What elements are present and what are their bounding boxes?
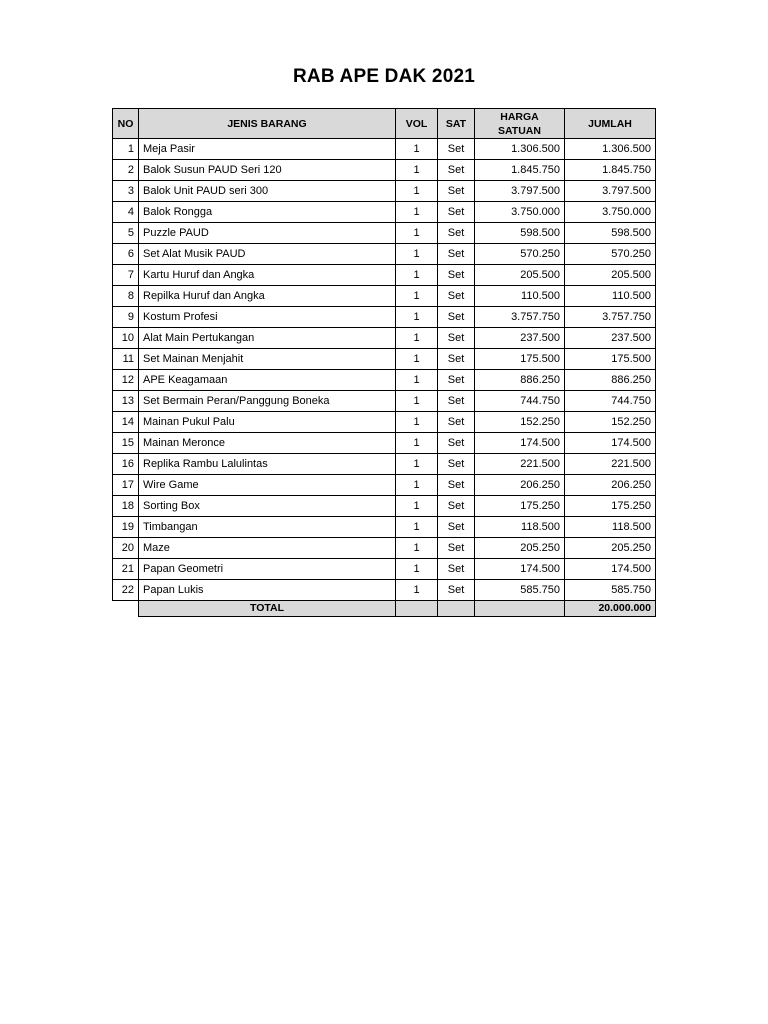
cell-harga-satuan: 744.750 (475, 391, 565, 412)
cell-jumlah: 1.306.500 (565, 139, 656, 160)
cell-harga-satuan: 570.250 (475, 244, 565, 265)
cell-vol: 1 (396, 496, 438, 517)
cell-jenis-barang: Meja Pasir (139, 139, 396, 160)
table-row (113, 538, 656, 559)
cell-no: 7 (113, 265, 139, 286)
cell-sat: Set (438, 496, 475, 517)
header-sat: SAT (438, 109, 475, 139)
table-row (113, 391, 656, 412)
table-row (113, 517, 656, 538)
table-row (113, 580, 656, 601)
table-row (113, 244, 656, 265)
cell-vol: 1 (396, 517, 438, 538)
cell-sat: Set (438, 559, 475, 580)
table-row (113, 496, 656, 517)
cell-jenis-barang: Kartu Huruf dan Angka (139, 265, 396, 286)
cell-no: 18 (113, 496, 139, 517)
cell-vol: 1 (396, 475, 438, 496)
budget-table (112, 108, 656, 617)
cell-no: 22 (113, 580, 139, 601)
cell-jumlah: 237.500 (565, 328, 656, 349)
cell-vol: 1 (396, 580, 438, 601)
cell-harga-satuan: 221.500 (475, 454, 565, 475)
cell-no: 13 (113, 391, 139, 412)
cell-jumlah: 205.500 (565, 265, 656, 286)
cell-jumlah: 152.250 (565, 412, 656, 433)
total-blank-no (113, 601, 139, 617)
header-no: NO (113, 109, 139, 139)
cell-sat: Set (438, 349, 475, 370)
cell-sat: Set (438, 433, 475, 454)
cell-sat: Set (438, 412, 475, 433)
table-row (113, 412, 656, 433)
cell-vol: 1 (396, 454, 438, 475)
cell-vol: 1 (396, 223, 438, 244)
cell-harga-satuan: 205.250 (475, 538, 565, 559)
header-vol: VOL (396, 109, 438, 139)
cell-jumlah: 3.797.500 (565, 181, 656, 202)
cell-no: 6 (113, 244, 139, 265)
header-jenis-barang: JENIS BARANG (139, 109, 396, 139)
cell-jumlah: 118.500 (565, 517, 656, 538)
cell-vol: 1 (396, 559, 438, 580)
table-row (113, 328, 656, 349)
page-title: RAB APE DAK 2021 (293, 66, 475, 87)
cell-harga-satuan: 174.500 (475, 433, 565, 454)
cell-harga-satuan: 175.500 (475, 349, 565, 370)
total-value: 20.000.000 (565, 601, 656, 617)
cell-jumlah: 585.750 (565, 580, 656, 601)
total-label: TOTAL (139, 601, 396, 617)
cell-vol: 1 (396, 202, 438, 223)
cell-jumlah: 205.250 (565, 538, 656, 559)
cell-harga-satuan: 3.750.000 (475, 202, 565, 223)
cell-jenis-barang: Puzzle PAUD (139, 223, 396, 244)
cell-jenis-barang: Balok Unit PAUD seri 300 (139, 181, 396, 202)
cell-sat: Set (438, 181, 475, 202)
cell-sat: Set (438, 244, 475, 265)
cell-sat: Set (438, 328, 475, 349)
cell-jenis-barang: Timbangan (139, 517, 396, 538)
cell-sat: Set (438, 538, 475, 559)
cell-harga-satuan: 152.250 (475, 412, 565, 433)
cell-harga-satuan: 110.500 (475, 286, 565, 307)
table-row (113, 307, 656, 328)
cell-no: 11 (113, 349, 139, 370)
cell-harga-satuan: 598.500 (475, 223, 565, 244)
cell-vol: 1 (396, 433, 438, 454)
cell-no: 8 (113, 286, 139, 307)
cell-jenis-barang: Wire Game (139, 475, 396, 496)
cell-sat: Set (438, 307, 475, 328)
cell-jenis-barang: Set Mainan Menjahit (139, 349, 396, 370)
cell-no: 15 (113, 433, 139, 454)
cell-no: 2 (113, 160, 139, 181)
cell-vol: 1 (396, 307, 438, 328)
cell-no: 1 (113, 139, 139, 160)
cell-sat: Set (438, 370, 475, 391)
header-harga-satuan (475, 109, 565, 139)
cell-vol: 1 (396, 349, 438, 370)
cell-jumlah: 570.250 (565, 244, 656, 265)
table-row (113, 433, 656, 454)
cell-jumlah: 174.500 (565, 433, 656, 454)
cell-jenis-barang: Balok Rongga (139, 202, 396, 223)
cell-jumlah: 175.250 (565, 496, 656, 517)
cell-harga-satuan: 206.250 (475, 475, 565, 496)
cell-jenis-barang: Replika Rambu Lalulintas (139, 454, 396, 475)
cell-harga-satuan: 585.750 (475, 580, 565, 601)
cell-harga-satuan: 3.797.500 (475, 181, 565, 202)
table-row (113, 181, 656, 202)
table-row (113, 370, 656, 391)
cell-jenis-barang: Mainan Pukul Palu (139, 412, 396, 433)
cell-vol: 1 (396, 286, 438, 307)
cell-sat: Set (438, 517, 475, 538)
header-harga-line2: SATUAN (498, 124, 541, 137)
cell-jenis-barang: Set Alat Musik PAUD (139, 244, 396, 265)
cell-jenis-barang: Repilka Huruf dan Angka (139, 286, 396, 307)
cell-jenis-barang: Alat Main Pertukangan (139, 328, 396, 349)
cell-sat: Set (438, 160, 475, 181)
cell-sat: Set (438, 580, 475, 601)
cell-vol: 1 (396, 139, 438, 160)
table-row (113, 139, 656, 160)
cell-harga-satuan: 3.757.750 (475, 307, 565, 328)
table-row (113, 202, 656, 223)
cell-jumlah: 175.500 (565, 349, 656, 370)
table-row (113, 160, 656, 181)
cell-sat: Set (438, 286, 475, 307)
cell-jenis-barang: Mainan Meronce (139, 433, 396, 454)
cell-no: 4 (113, 202, 139, 223)
cell-jumlah: 598.500 (565, 223, 656, 244)
cell-jenis-barang: Kostum Profesi (139, 307, 396, 328)
cell-no: 5 (113, 223, 139, 244)
cell-harga-satuan: 174.500 (475, 559, 565, 580)
table-row (113, 286, 656, 307)
cell-vol: 1 (396, 370, 438, 391)
cell-no: 17 (113, 475, 139, 496)
cell-no: 12 (113, 370, 139, 391)
cell-jenis-barang: Balok Susun PAUD Seri 120 (139, 160, 396, 181)
table-row (113, 454, 656, 475)
cell-sat: Set (438, 223, 475, 244)
cell-harga-satuan: 205.500 (475, 265, 565, 286)
cell-jumlah: 886.250 (565, 370, 656, 391)
cell-sat: Set (438, 139, 475, 160)
cell-jenis-barang: Papan Geometri (139, 559, 396, 580)
cell-jumlah: 206.250 (565, 475, 656, 496)
cell-harga-satuan: 118.500 (475, 517, 565, 538)
cell-harga-satuan: 175.250 (475, 496, 565, 517)
cell-vol: 1 (396, 538, 438, 559)
cell-vol: 1 (396, 160, 438, 181)
cell-no: 16 (113, 454, 139, 475)
cell-vol: 1 (396, 391, 438, 412)
cell-vol: 1 (396, 412, 438, 433)
cell-harga-satuan: 1.845.750 (475, 160, 565, 181)
cell-no: 9 (113, 307, 139, 328)
cell-jumlah: 3.750.000 (565, 202, 656, 223)
table-header-row (113, 109, 656, 139)
cell-sat: Set (438, 454, 475, 475)
table-row (113, 349, 656, 370)
cell-no: 3 (113, 181, 139, 202)
table-row (113, 475, 656, 496)
table-row (113, 223, 656, 244)
total-blank-sat (438, 601, 475, 617)
cell-sat: Set (438, 391, 475, 412)
cell-vol: 1 (396, 265, 438, 286)
total-blank-harga (475, 601, 565, 617)
cell-sat: Set (438, 202, 475, 223)
cell-vol: 1 (396, 244, 438, 265)
header-harga-line1: HARGA (500, 110, 539, 123)
total-row (113, 601, 656, 617)
cell-jumlah: 174.500 (565, 559, 656, 580)
cell-jumlah: 110.500 (565, 286, 656, 307)
total-blank-vol (396, 601, 438, 617)
cell-sat: Set (438, 265, 475, 286)
cell-no: 10 (113, 328, 139, 349)
cell-jumlah: 221.500 (565, 454, 656, 475)
cell-jumlah: 744.750 (565, 391, 656, 412)
cell-harga-satuan: 1.306.500 (475, 139, 565, 160)
cell-no: 20 (113, 538, 139, 559)
cell-jenis-barang: Set Bermain Peran/Panggung Boneka (139, 391, 396, 412)
table-row (113, 265, 656, 286)
cell-jumlah: 3.757.750 (565, 307, 656, 328)
cell-harga-satuan: 237.500 (475, 328, 565, 349)
cell-jenis-barang: APE Keagamaan (139, 370, 396, 391)
cell-no: 19 (113, 517, 139, 538)
cell-jenis-barang: Sorting Box (139, 496, 396, 517)
header-jumlah: JUMLAH (565, 109, 656, 139)
cell-no: 21 (113, 559, 139, 580)
cell-jenis-barang: Papan Lukis (139, 580, 396, 601)
cell-jumlah: 1.845.750 (565, 160, 656, 181)
cell-jenis-barang: Maze (139, 538, 396, 559)
cell-sat: Set (438, 475, 475, 496)
cell-no: 14 (113, 412, 139, 433)
table-row (113, 559, 656, 580)
cell-harga-satuan: 886.250 (475, 370, 565, 391)
cell-vol: 1 (396, 181, 438, 202)
cell-vol: 1 (396, 328, 438, 349)
